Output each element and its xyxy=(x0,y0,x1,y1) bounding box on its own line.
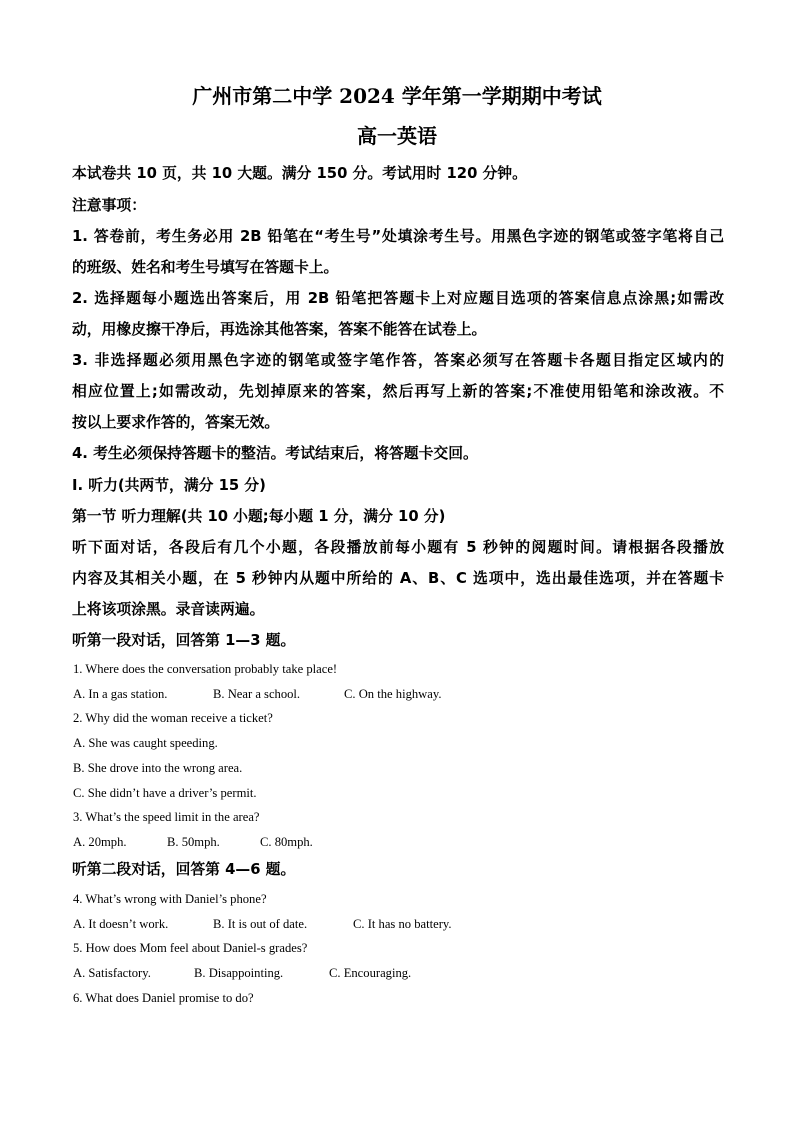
instruction-line: 上将该项涂黑。录音读两遍。 xyxy=(72,601,265,618)
option-b: B. 50mph. xyxy=(167,835,220,849)
option-b: B. It is out of date. xyxy=(213,917,308,931)
dialogue-heading: 听第二段对话，回答第 4—6 题。 xyxy=(72,861,296,878)
option-b: B. Disappointing. xyxy=(194,966,284,980)
subject-title: 高一英语 xyxy=(357,124,437,148)
option-c: C. Encouraging. xyxy=(329,966,412,980)
exam-summary: 本试卷共 10 页，共 10 大题。满分 150 分。考试用时 120 分钟。 xyxy=(72,165,527,182)
question-stem: 2. Why did the woman receive a ticket? xyxy=(73,711,273,725)
note-line: 动，用橡皮擦干净后，再选涂其他答案，答案不能答在试卷上。 xyxy=(72,321,487,338)
option-a: A. 20mph. xyxy=(73,835,127,849)
note-line: 按以上要求作答的，答案无效。 xyxy=(72,414,280,431)
notice-heading: 注意事项： xyxy=(72,197,146,214)
note-line: 4. 考生必须保持答题卡的整洁。考试结束后，将答题卡交回。 xyxy=(72,445,478,462)
note-line: 1. 答卷前，考生务必用 2B 铅笔在“考生号”处填涂考生号。用黑色字迹的钢笔或签字笔将自己 xyxy=(72,228,724,245)
option-a: A. In a gas station. xyxy=(73,687,168,701)
question-stem: 5. How does Mom feel about Daniel-s grades? xyxy=(73,941,308,955)
option-c: C. 80mph. xyxy=(260,835,313,849)
option-a: A. Satisfactory. xyxy=(73,966,151,980)
option-a: A. She was caught speeding. xyxy=(73,736,218,750)
instruction-line: 内容及其相关小题，在 5 秒钟内从题中所给的 A、B、C 选项中，选出最佳选项，并在答题卡 xyxy=(72,570,724,587)
option-b: B. Near a school. xyxy=(213,687,301,701)
note-line: 2. 选择题每小题选出答案后，用 2B 铅笔把答题卡上对应题目选项的答案信息点涂黑;如需改 xyxy=(72,290,724,307)
note-line: 的班级、姓名和考生号填写在答题卡上。 xyxy=(72,259,339,276)
option-c: C. It has no battery. xyxy=(353,917,452,931)
section-heading: Ⅰ. 听力(共两节，满分 15 分) xyxy=(72,477,266,494)
instruction-line: 听下面对话，各段后有几个小题，各段播放前每小题有 5 秒钟的阅题时间。请根据各段播放 xyxy=(72,539,724,556)
exam-title: 广州市第二中学 2024 学年第一学期期中考试 xyxy=(192,84,602,108)
question-stem: 3. What’s the speed limit in the area? xyxy=(73,810,260,824)
note-line: 相应位置上;如需改动，先划掉原来的答案，然后再写上新的答案;不准使用铅笔和涂改液。不 xyxy=(72,383,724,400)
dialogue-heading: 听第一段对话，回答第 1—3 题。 xyxy=(72,632,296,649)
option-c: C. She didn’t have a driver’s permit. xyxy=(73,786,257,800)
question-stem: 4. What’s wrong with Daniel’s phone? xyxy=(73,892,267,906)
part-heading: 第一节 听力理解(共 10 小题;每小题 1 分，满分 10 分) xyxy=(72,508,446,525)
question-stem: 1. Where does the conversation probably take place! xyxy=(73,662,338,676)
option-c: C. On the highway. xyxy=(344,687,442,701)
option-b: B. She drove into the wrong area. xyxy=(73,761,243,775)
option-a: A. It doesn’t work. xyxy=(73,917,169,931)
question-stem: 6. What does Daniel promise to do? xyxy=(73,991,254,1005)
note-line: 3. 非选择题必须用黑色字迹的钢笔或签字笔作答，答案必须写在答题卡各题目指定区域内的 xyxy=(72,352,724,369)
